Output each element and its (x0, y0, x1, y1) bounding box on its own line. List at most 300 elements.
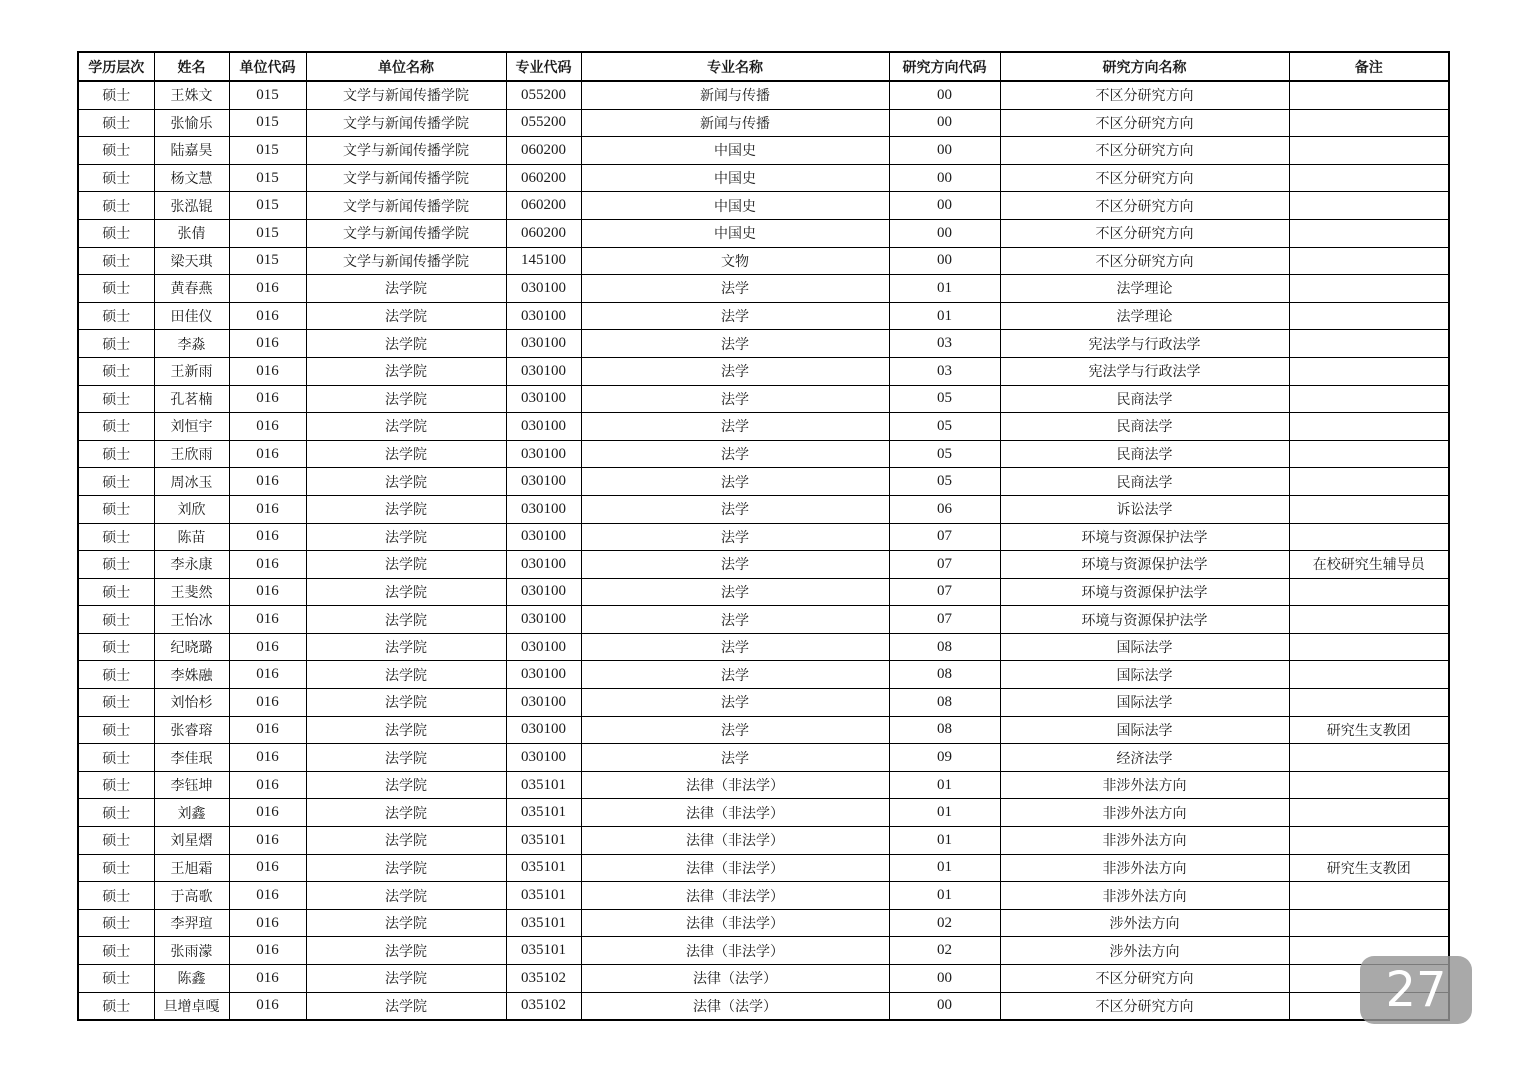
major-name-cell: 法学 (581, 633, 889, 661)
major-name-cell: 法律（非法学） (581, 882, 889, 910)
table-row (78, 854, 1449, 882)
direction-code-cell: 01 (889, 854, 1000, 882)
major-code-cell: 035101 (506, 937, 581, 965)
remarks-cell (1289, 771, 1449, 799)
header-unit-code: 单位代码 (229, 52, 306, 81)
major-code-cell: 030100 (506, 661, 581, 689)
header-direction-code: 研究方向代码 (889, 52, 1000, 81)
remarks-cell: 在校研究生辅导员 (1289, 551, 1449, 579)
major-name-cell: 中国史 (581, 219, 889, 247)
major-name-cell: 法学 (581, 275, 889, 303)
header-name: 姓名 (154, 52, 229, 81)
direction-name-cell: 非涉外法方向 (1000, 882, 1289, 910)
direction-name-cell: 环境与资源保护法学 (1000, 578, 1289, 606)
unit-name-cell: 法学院 (306, 606, 506, 634)
table-row (78, 771, 1449, 799)
direction-code-cell: 08 (889, 716, 1000, 744)
table-row (78, 468, 1449, 496)
remarks-cell (1289, 219, 1449, 247)
name-cell: 王欣雨 (154, 440, 229, 468)
major-code-cell: 030100 (506, 440, 581, 468)
unit-name-cell: 法学院 (306, 440, 506, 468)
remarks-cell (1289, 385, 1449, 413)
major-code-cell: 030100 (506, 606, 581, 634)
remarks-cell (1289, 495, 1449, 523)
direction-code-cell: 01 (889, 302, 1000, 330)
major-name-cell: 中国史 (581, 192, 889, 220)
direction-code-cell: 07 (889, 523, 1000, 551)
admission-list-table (77, 51, 1450, 1021)
major-code-cell: 035101 (506, 882, 581, 910)
page-number-badge (1360, 956, 1472, 1024)
table-row (78, 164, 1449, 192)
direction-name-cell: 法学理论 (1000, 302, 1289, 330)
unit-name-cell: 法学院 (306, 854, 506, 882)
direction-code-cell: 00 (889, 247, 1000, 275)
remarks-cell (1289, 523, 1449, 551)
education-level-cell: 硕士 (78, 909, 154, 937)
table-row (78, 302, 1449, 330)
name-cell: 刘怡杉 (154, 689, 229, 717)
unit-name-cell: 法学院 (306, 551, 506, 579)
unit-code-cell: 016 (229, 357, 306, 385)
major-name-cell: 法学 (581, 716, 889, 744)
name-cell: 王旭霜 (154, 854, 229, 882)
major-code-cell: 145100 (506, 247, 581, 275)
table-row (78, 744, 1449, 772)
major-code-cell: 030100 (506, 495, 581, 523)
table-row (78, 992, 1449, 1020)
direction-name-cell: 不区分研究方向 (1000, 164, 1289, 192)
direction-code-cell: 07 (889, 551, 1000, 579)
name-cell: 张泓锟 (154, 192, 229, 220)
direction-name-cell: 民商法学 (1000, 385, 1289, 413)
direction-code-cell: 05 (889, 385, 1000, 413)
direction-code-cell: 00 (889, 965, 1000, 993)
unit-name-cell: 法学院 (306, 633, 506, 661)
header-education-level: 学历层次 (78, 52, 154, 81)
education-level-cell: 硕士 (78, 799, 154, 827)
direction-code-cell: 05 (889, 468, 1000, 496)
name-cell: 刘鑫 (154, 799, 229, 827)
education-level-cell: 硕士 (78, 854, 154, 882)
remarks-cell: 研究生支教团 (1289, 854, 1449, 882)
table-row (78, 799, 1449, 827)
remarks-cell (1289, 606, 1449, 634)
direction-name-cell: 民商法学 (1000, 468, 1289, 496)
name-cell: 刘恒宇 (154, 413, 229, 441)
major-code-cell: 035101 (506, 771, 581, 799)
direction-code-cell: 00 (889, 192, 1000, 220)
direction-code-cell: 05 (889, 413, 1000, 441)
unit-name-cell: 法学院 (306, 468, 506, 496)
education-level-cell: 硕士 (78, 551, 154, 579)
major-name-cell: 法学 (581, 689, 889, 717)
major-name-cell: 新闻与传播 (581, 109, 889, 137)
unit-name-cell: 法学院 (306, 357, 506, 385)
remarks-cell (1289, 81, 1449, 109)
education-level-cell: 硕士 (78, 661, 154, 689)
name-cell: 李淼 (154, 330, 229, 358)
remarks-cell (1289, 330, 1449, 358)
major-name-cell: 法律（非法学） (581, 909, 889, 937)
table-row (78, 109, 1449, 137)
table-row (78, 633, 1449, 661)
major-name-cell: 法学 (581, 661, 889, 689)
direction-name-cell: 不区分研究方向 (1000, 247, 1289, 275)
unit-name-cell: 法学院 (306, 882, 506, 910)
unit-name-cell: 法学院 (306, 523, 506, 551)
direction-code-cell: 05 (889, 440, 1000, 468)
name-cell: 陆嘉昊 (154, 137, 229, 165)
table-row (78, 219, 1449, 247)
education-level-cell: 硕士 (78, 440, 154, 468)
unit-code-cell: 015 (229, 109, 306, 137)
major-name-cell: 中国史 (581, 164, 889, 192)
remarks-cell (1289, 275, 1449, 303)
remarks-cell (1289, 827, 1449, 855)
remarks-cell (1289, 247, 1449, 275)
name-cell: 黄春燕 (154, 275, 229, 303)
major-code-cell: 030100 (506, 523, 581, 551)
direction-name-cell: 涉外法方向 (1000, 909, 1289, 937)
remarks-cell (1289, 109, 1449, 137)
unit-name-cell: 文学与新闻传播学院 (306, 137, 506, 165)
unit-name-cell: 文学与新闻传播学院 (306, 81, 506, 109)
direction-name-cell: 环境与资源保护法学 (1000, 551, 1289, 579)
name-cell: 旦增卓嘎 (154, 992, 229, 1020)
major-name-cell: 法学 (581, 413, 889, 441)
education-level-cell: 硕士 (78, 219, 154, 247)
name-cell: 田佳仪 (154, 302, 229, 330)
major-code-cell: 060200 (506, 219, 581, 247)
direction-name-cell: 民商法学 (1000, 413, 1289, 441)
major-code-cell: 030100 (506, 275, 581, 303)
name-cell: 梁天琪 (154, 247, 229, 275)
unit-code-cell: 016 (229, 854, 306, 882)
major-name-cell: 法学 (581, 744, 889, 772)
major-name-cell: 中国史 (581, 137, 889, 165)
education-level-cell: 硕士 (78, 882, 154, 910)
direction-name-cell: 不区分研究方向 (1000, 219, 1289, 247)
unit-name-cell: 法学院 (306, 275, 506, 303)
table-row (78, 661, 1449, 689)
unit-code-cell: 016 (229, 799, 306, 827)
education-level-cell: 硕士 (78, 689, 154, 717)
education-level-cell: 硕士 (78, 413, 154, 441)
unit-code-cell: 016 (229, 827, 306, 855)
major-code-cell: 030100 (506, 744, 581, 772)
education-level-cell: 硕士 (78, 523, 154, 551)
table-row (78, 937, 1449, 965)
major-name-cell: 法律（非法学） (581, 799, 889, 827)
major-code-cell: 030100 (506, 578, 581, 606)
education-level-cell: 硕士 (78, 192, 154, 220)
major-code-cell: 030100 (506, 633, 581, 661)
direction-code-cell: 01 (889, 882, 1000, 910)
table-row (78, 192, 1449, 220)
table-row (78, 330, 1449, 358)
direction-code-cell: 00 (889, 109, 1000, 137)
education-level-cell: 硕士 (78, 109, 154, 137)
table-row (78, 440, 1449, 468)
major-code-cell: 030100 (506, 385, 581, 413)
education-level-cell: 硕士 (78, 385, 154, 413)
table-row (78, 413, 1449, 441)
direction-name-cell: 国际法学 (1000, 633, 1289, 661)
direction-code-cell: 07 (889, 606, 1000, 634)
major-code-cell: 035101 (506, 909, 581, 937)
unit-code-cell: 016 (229, 413, 306, 441)
major-code-cell: 035101 (506, 827, 581, 855)
major-name-cell: 法学 (581, 440, 889, 468)
table-row (78, 578, 1449, 606)
remarks-cell (1289, 357, 1449, 385)
remarks-cell (1289, 440, 1449, 468)
education-level-cell: 硕士 (78, 578, 154, 606)
page-number: 27 (1385, 962, 1447, 1018)
unit-code-cell: 016 (229, 385, 306, 413)
header-major-code: 专业代码 (506, 52, 581, 81)
table-row (78, 137, 1449, 165)
education-level-cell: 硕士 (78, 965, 154, 993)
unit-code-cell: 016 (229, 633, 306, 661)
unit-code-cell: 016 (229, 440, 306, 468)
remarks-cell (1289, 909, 1449, 937)
name-cell: 李佳珉 (154, 744, 229, 772)
table-row (78, 909, 1449, 937)
education-level-cell: 硕士 (78, 744, 154, 772)
direction-name-cell: 国际法学 (1000, 716, 1289, 744)
table-row (78, 827, 1449, 855)
unit-code-cell: 016 (229, 882, 306, 910)
direction-name-cell: 非涉外法方向 (1000, 854, 1289, 882)
table-row (78, 81, 1449, 109)
direction-name-cell: 诉讼法学 (1000, 495, 1289, 523)
unit-name-cell: 法学院 (306, 661, 506, 689)
major-code-cell: 035102 (506, 992, 581, 1020)
name-cell: 张睿瑢 (154, 716, 229, 744)
remarks-cell (1289, 164, 1449, 192)
direction-name-cell: 非涉外法方向 (1000, 799, 1289, 827)
name-cell: 刘欣 (154, 495, 229, 523)
education-level-cell: 硕士 (78, 81, 154, 109)
name-cell: 王斐然 (154, 578, 229, 606)
major-name-cell: 法学 (581, 495, 889, 523)
direction-name-cell: 环境与资源保护法学 (1000, 606, 1289, 634)
major-name-cell: 法律（法学） (581, 965, 889, 993)
remarks-cell (1289, 137, 1449, 165)
major-name-cell: 法律（非法学） (581, 937, 889, 965)
direction-name-cell: 不区分研究方向 (1000, 965, 1289, 993)
major-name-cell: 法学 (581, 551, 889, 579)
unit-code-cell: 016 (229, 468, 306, 496)
major-name-cell: 法律（非法学） (581, 771, 889, 799)
education-level-cell: 硕士 (78, 164, 154, 192)
direction-code-cell: 00 (889, 992, 1000, 1020)
name-cell: 张雨濛 (154, 937, 229, 965)
table-body (78, 81, 1449, 1020)
direction-name-cell: 不区分研究方向 (1000, 109, 1289, 137)
name-cell: 陈苗 (154, 523, 229, 551)
direction-name-cell: 法学理论 (1000, 275, 1289, 303)
name-cell: 陈鑫 (154, 965, 229, 993)
name-cell: 张倩 (154, 219, 229, 247)
direction-code-cell: 08 (889, 633, 1000, 661)
direction-code-cell: 00 (889, 81, 1000, 109)
direction-code-cell: 08 (889, 689, 1000, 717)
direction-name-cell: 不区分研究方向 (1000, 992, 1289, 1020)
unit-code-cell: 016 (229, 689, 306, 717)
unit-name-cell: 法学院 (306, 992, 506, 1020)
table-row (78, 551, 1449, 579)
name-cell: 李钰坤 (154, 771, 229, 799)
name-cell: 李羿瑄 (154, 909, 229, 937)
direction-code-cell: 03 (889, 330, 1000, 358)
direction-code-cell: 01 (889, 799, 1000, 827)
education-level-cell: 硕士 (78, 495, 154, 523)
major-name-cell: 法学 (581, 385, 889, 413)
name-cell: 李永康 (154, 551, 229, 579)
table-header-row (78, 52, 1449, 81)
table-row (78, 882, 1449, 910)
header-remarks: 备注 (1289, 52, 1449, 81)
direction-code-cell: 01 (889, 771, 1000, 799)
unit-code-cell: 015 (229, 247, 306, 275)
remarks-cell (1289, 578, 1449, 606)
major-code-cell: 035102 (506, 965, 581, 993)
unit-code-cell: 016 (229, 661, 306, 689)
major-name-cell: 法学 (581, 330, 889, 358)
remarks-cell (1289, 661, 1449, 689)
name-cell: 周冰玉 (154, 468, 229, 496)
table-row (78, 247, 1449, 275)
table-row (78, 385, 1449, 413)
direction-code-cell: 08 (889, 661, 1000, 689)
major-code-cell: 060200 (506, 192, 581, 220)
name-cell: 孔茗楠 (154, 385, 229, 413)
direction-name-cell: 不区分研究方向 (1000, 137, 1289, 165)
unit-code-cell: 015 (229, 137, 306, 165)
name-cell: 王怡冰 (154, 606, 229, 634)
unit-name-cell: 法学院 (306, 716, 506, 744)
unit-name-cell: 法学院 (306, 330, 506, 358)
major-code-cell: 030100 (506, 716, 581, 744)
direction-name-cell: 国际法学 (1000, 689, 1289, 717)
education-level-cell: 硕士 (78, 992, 154, 1020)
unit-code-cell: 015 (229, 192, 306, 220)
major-code-cell: 030100 (506, 413, 581, 441)
unit-name-cell: 文学与新闻传播学院 (306, 192, 506, 220)
education-level-cell: 硕士 (78, 937, 154, 965)
unit-name-cell: 文学与新闻传播学院 (306, 219, 506, 247)
unit-name-cell: 法学院 (306, 495, 506, 523)
education-level-cell: 硕士 (78, 357, 154, 385)
major-code-cell: 055200 (506, 109, 581, 137)
education-level-cell: 硕士 (78, 302, 154, 330)
table-row (78, 689, 1449, 717)
direction-name-cell: 经济法学 (1000, 744, 1289, 772)
unit-code-cell: 016 (229, 330, 306, 358)
education-level-cell: 硕士 (78, 827, 154, 855)
major-name-cell: 法律（非法学） (581, 827, 889, 855)
major-code-cell: 060200 (506, 164, 581, 192)
major-name-cell: 法学 (581, 357, 889, 385)
table-row (78, 357, 1449, 385)
unit-code-cell: 016 (229, 716, 306, 744)
major-code-cell: 030100 (506, 330, 581, 358)
education-level-cell: 硕士 (78, 716, 154, 744)
unit-code-cell: 015 (229, 164, 306, 192)
education-level-cell: 硕士 (78, 633, 154, 661)
name-cell: 王姝文 (154, 81, 229, 109)
direction-code-cell: 09 (889, 744, 1000, 772)
name-cell: 刘星熠 (154, 827, 229, 855)
major-name-cell: 法学 (581, 606, 889, 634)
unit-code-cell: 016 (229, 744, 306, 772)
direction-code-cell: 00 (889, 219, 1000, 247)
unit-code-cell: 016 (229, 937, 306, 965)
education-level-cell: 硕士 (78, 137, 154, 165)
remarks-cell (1289, 689, 1449, 717)
direction-name-cell: 宪法学与行政法学 (1000, 330, 1289, 358)
unit-name-cell: 文学与新闻传播学院 (306, 247, 506, 275)
table-row (78, 965, 1449, 993)
unit-name-cell: 法学院 (306, 799, 506, 827)
remarks-cell (1289, 302, 1449, 330)
table-row (78, 606, 1449, 634)
major-code-cell: 030100 (506, 689, 581, 717)
unit-name-cell: 文学与新闻传播学院 (306, 164, 506, 192)
unit-name-cell: 法学院 (306, 827, 506, 855)
table-row (78, 275, 1449, 303)
education-level-cell: 硕士 (78, 771, 154, 799)
unit-code-cell: 016 (229, 302, 306, 330)
table-row (78, 523, 1449, 551)
remarks-cell (1289, 633, 1449, 661)
name-cell: 纪晓璐 (154, 633, 229, 661)
remarks-cell (1289, 413, 1449, 441)
name-cell: 于高歌 (154, 882, 229, 910)
direction-code-cell: 02 (889, 937, 1000, 965)
name-cell: 杨文慧 (154, 164, 229, 192)
direction-name-cell: 非涉外法方向 (1000, 771, 1289, 799)
direction-code-cell: 06 (889, 495, 1000, 523)
unit-name-cell: 法学院 (306, 937, 506, 965)
unit-code-cell: 016 (229, 495, 306, 523)
name-cell: 王新雨 (154, 357, 229, 385)
direction-code-cell: 07 (889, 578, 1000, 606)
unit-name-cell: 法学院 (306, 771, 506, 799)
major-code-cell: 035101 (506, 799, 581, 827)
major-name-cell: 法学 (581, 578, 889, 606)
unit-code-cell: 016 (229, 578, 306, 606)
unit-code-cell: 016 (229, 275, 306, 303)
remarks-cell: 研究生支教团 (1289, 716, 1449, 744)
major-name-cell: 文物 (581, 247, 889, 275)
major-name-cell: 新闻与传播 (581, 81, 889, 109)
name-cell: 李姝融 (154, 661, 229, 689)
unit-code-cell: 016 (229, 965, 306, 993)
major-code-cell: 030100 (506, 302, 581, 330)
direction-name-cell: 不区分研究方向 (1000, 192, 1289, 220)
major-name-cell: 法律（法学） (581, 992, 889, 1020)
unit-code-cell: 016 (229, 606, 306, 634)
remarks-cell (1289, 882, 1449, 910)
unit-code-cell: 016 (229, 992, 306, 1020)
unit-code-cell: 015 (229, 219, 306, 247)
name-cell: 张愉乐 (154, 109, 229, 137)
